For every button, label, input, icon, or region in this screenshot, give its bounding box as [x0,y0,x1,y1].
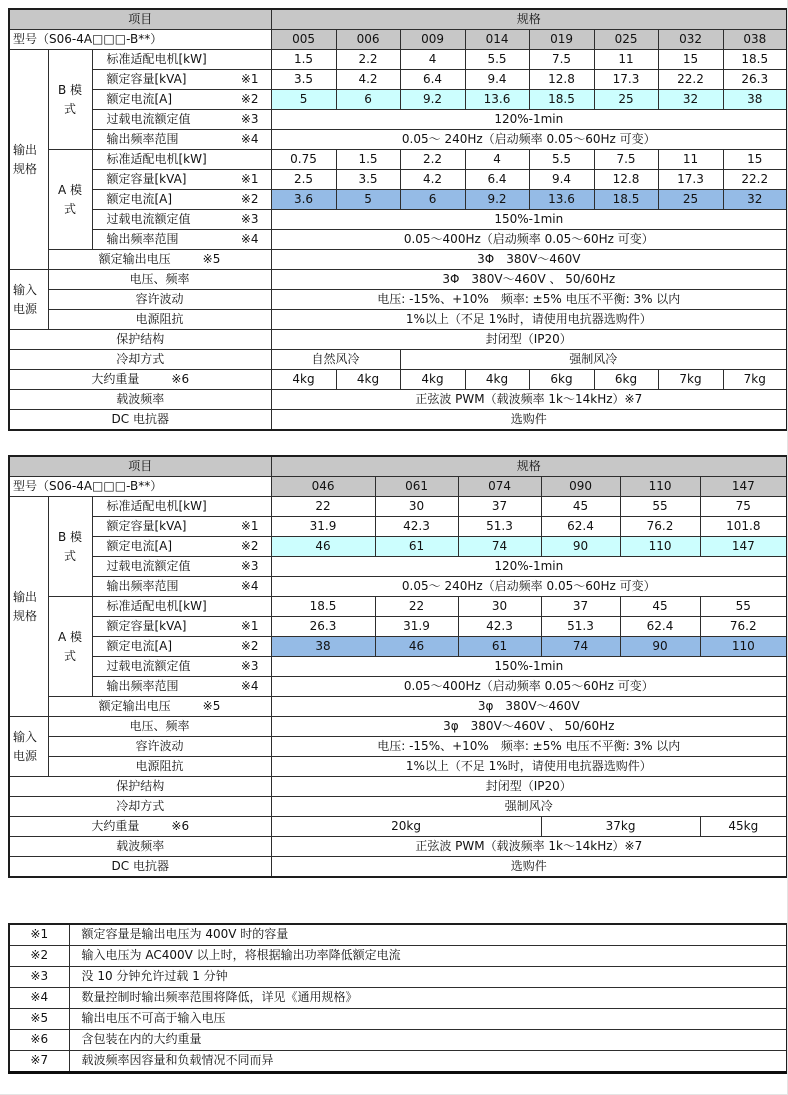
value-cell: 46 [375,637,458,657]
footnote-mark: ※6 [171,818,190,833]
footnote-mark: ※1 [240,171,259,186]
row-label-capacity [92,517,271,537]
value-cell: 6.4 [465,170,529,190]
value-cell: 30 [458,597,541,617]
model-code-cell: 090 [541,477,620,497]
value-cell: 5 [271,90,336,110]
b-motor-row [9,497,787,517]
footnote-mark: ※3 [240,558,259,573]
dc-reactor-row [9,857,787,878]
row-label-carrier: 载波频率 [9,390,271,410]
value-cell: 1%以上（不足 1%时，请使用电抗器选购件） [271,310,787,330]
row-label-motor [92,50,271,70]
row-label-text: 过载电流额定值 [106,111,191,126]
weight-row [9,370,787,390]
value-cell: 9.4 [465,70,529,90]
value-cell: 2.2 [400,150,465,170]
row-label-text: 过载电流额定值 [106,658,191,673]
value-cell: 45 [541,497,620,517]
footnote-mark: ※4 [240,131,259,146]
row-label-text: 过载电流额定值 [106,211,191,226]
row-label-dc-reactor: DC 电抗器 [9,857,271,878]
value-cell: 13.6 [529,190,594,210]
value-cell: 9.2 [465,190,529,210]
a-capacity-row [9,617,787,637]
value-cell: 7.5 [529,50,594,70]
footnote-mark: ※2 [240,191,259,206]
note-text-cell: 输出电压不可高于输入电压 [69,1009,787,1030]
row-label-carrier: 载波频率 [9,837,271,857]
value-cell: 15 [723,150,787,170]
row-label-fluctuation: 容许波动 [48,290,271,310]
value-cell: 55 [700,597,787,617]
row-label-weight [9,370,271,390]
note-row [9,967,787,988]
note-mark-cell: ※5 [9,1009,69,1030]
value-cell: 76.2 [620,517,700,537]
note-text-cell: 载波频率因容量和负载情况不同而异 [69,1051,787,1073]
note-mark-cell: ※7 [9,1051,69,1073]
weight-row [9,817,787,837]
value-cell: 3.5 [271,70,336,90]
value-cell: 电压: -15%、+10% 频率: ±5% 电压不平衡: 3% 以内 [271,737,787,757]
voltage-freq-row [9,717,787,737]
a-current-row [9,190,787,210]
note-text-cell: 含包装在内的大约重量 [69,1030,787,1051]
value-cell: 61 [375,537,458,557]
row-label-current [92,90,271,110]
row-label-freq-range [92,677,271,697]
model-row [9,477,787,497]
value-cell: 15 [658,50,723,70]
row-label-text: 额定输出电压 [98,698,171,713]
row-label-text: 输出频率范围 [106,131,179,146]
value-cell: 90 [541,537,620,557]
fluctuation-row [9,737,787,757]
mode-a-cell: A 模式 [48,597,92,697]
note-row [9,946,787,967]
value-cell: 3Φ 380V～460V [271,250,787,270]
output-spec-group-cell: 输出规格 [9,497,48,717]
value-cell: 6 [400,190,465,210]
a-freq-row [9,677,787,697]
value-cell: 62.4 [620,617,700,637]
value-cell: 38 [723,90,787,110]
value-cell: 12.8 [529,70,594,90]
model-code-cell: 014 [465,30,529,50]
value-cell: 4 [465,150,529,170]
spec-header-cell: 规格 [271,456,787,477]
a-capacity-row [9,170,787,190]
value-cell: 74 [458,537,541,557]
value-cell: 26.3 [723,70,787,90]
footnote-mark: ※2 [240,538,259,553]
row-label-text: 额定容量[kVA] [106,71,187,86]
row-label-current [92,537,271,557]
value-cell: 74 [541,637,620,657]
footnote-mark: ※3 [240,658,259,673]
row-label-freq-range [92,130,271,150]
note-row [9,1009,787,1030]
value-cell: 42.3 [375,517,458,537]
value-cell: 37kg [541,817,700,837]
value-cell: 7kg [723,370,787,390]
protection-row [9,330,787,350]
protection-row [9,777,787,797]
value-cell: 12.8 [594,170,658,190]
value-cell: 11 [594,50,658,70]
note-text-cell: 输入电压为 AC400V 以上时，将根据输出功率降低额定电流 [69,946,787,967]
value-cell: 110 [620,537,700,557]
footnote-mark: ※4 [240,578,259,593]
b-freq-row [9,577,787,597]
row-label-text: 额定容量[kVA] [106,171,187,186]
row-label-text: 输出频率范围 [106,578,179,593]
row-label-cooling: 冷却方式 [9,797,271,817]
value-cell: 封闭型（IP20） [271,777,787,797]
value-cell: 90 [620,637,700,657]
note-row [9,924,787,946]
value-cell: 22.2 [658,70,723,90]
carrier-row [9,390,787,410]
voltage-freq-row [9,270,787,290]
value-cell: 17.3 [594,70,658,90]
header-row [9,9,787,30]
value-cell: 18.5 [529,90,594,110]
value-cell: 31.9 [375,617,458,637]
row-label-motor [92,150,271,170]
b-freq-row [9,130,787,150]
value-cell: 45 [620,597,700,617]
value-cell: 4.2 [336,70,400,90]
row-label-weight [9,817,271,837]
footnote-mark: ※1 [240,71,259,86]
b-motor-row [9,50,787,70]
item-header-cell: 项目 [9,456,271,477]
row-label-capacity [92,617,271,637]
model-code-cell: 061 [375,477,458,497]
value-cell: 150%-1min [271,210,787,230]
value-cell: 22.2 [723,170,787,190]
row-label-freq-range [92,577,271,597]
model-row [9,30,787,50]
input-power-group-cell: 输入电源 [9,717,48,777]
value-cell: 75 [700,497,787,517]
model-code-cell: 074 [458,477,541,497]
row-label-protection: 保护结构 [9,330,271,350]
row-label-fluctuation: 容许波动 [48,737,271,757]
row-label-impedance: 电源阻抗 [48,310,271,330]
value-cell: 51.3 [541,617,620,637]
model-code-cell: 005 [271,30,336,50]
row-label-text: 额定电流[A] [106,638,173,653]
model-code-cell: 006 [336,30,400,50]
row-label-voltage-freq: 电压、频率 [48,717,271,737]
dc-reactor-row [9,410,787,431]
row-label-capacity [92,170,271,190]
row-label-protection: 保护结构 [9,777,271,797]
value-cell: 31.9 [271,517,375,537]
row-label-cooling: 冷却方式 [9,350,271,370]
value-cell: 3Φ 380V～460V 、 50/60Hz [271,270,787,290]
note-mark-cell: ※3 [9,967,69,988]
item-header-cell: 项目 [9,9,271,30]
row-label-overload [92,110,271,130]
value-cell: 120%-1min [271,110,787,130]
note-text-cell: 没 10 分钟允许过载 1 分钟 [69,967,787,988]
b-capacity-row [9,517,787,537]
b-current-row [9,537,787,557]
footnote-mark: ※1 [240,518,259,533]
value-cell: 11 [658,150,723,170]
value-cell: 37 [541,597,620,617]
value-cell: 38 [271,637,375,657]
value-cell: 4 [400,50,465,70]
value-cell: 2.2 [336,50,400,70]
value-cell: 6 [336,90,400,110]
row-label-text: 额定输出电压 [98,251,171,266]
row-label-freq-range [92,230,271,250]
impedance-row [9,757,787,777]
value-cell: 147 [700,537,787,557]
model-code-cell: 038 [723,30,787,50]
value-cell: 4kg [465,370,529,390]
value-cell: 32 [658,90,723,110]
row-label-overload [92,210,271,230]
spec-header-cell: 规格 [271,9,787,30]
output-spec-group-cell: 输出规格 [9,50,48,270]
footnote-mark: ※2 [240,638,259,653]
value-cell: 选购件 [271,857,787,878]
value-cell: 150%-1min [271,657,787,677]
a-freq-row [9,230,787,250]
value-cell: 17.3 [658,170,723,190]
rated-voltage-row [9,697,787,717]
value-cell: 电压: -15%、+10% 频率: ±5% 电压不平衡: 3% 以内 [271,290,787,310]
value-cell: 选购件 [271,410,787,431]
footnote-mark: ※4 [240,678,259,693]
row-label-text: 额定电流[A] [106,191,173,206]
value-cell: 61 [458,637,541,657]
value-cell: 5.5 [529,150,594,170]
row-label-motor [92,497,271,517]
note-row [9,1030,787,1051]
row-label-voltage-freq: 电压、频率 [48,270,271,290]
value-cell: 55 [620,497,700,517]
value-cell: 0.05～400Hz（启动频率 0.05～60Hz 可变） [271,677,787,697]
row-label-text: 过载电流额定值 [106,558,191,573]
value-cell: 0.05～400Hz（启动频率 0.05～60Hz 可变） [271,230,787,250]
model-label-cell: 型号（S06-4A□□□-B**） [9,30,271,50]
value-cell: 4kg [400,370,465,390]
value-cell: 0.75 [271,150,336,170]
rated-voltage-row [9,250,787,270]
model-code-cell: 032 [658,30,723,50]
value-cell: 26.3 [271,617,375,637]
model-code-cell: 147 [700,477,787,497]
value-cell: 20kg [271,817,541,837]
a-motor-row [9,150,787,170]
value-cell: 3φ 380V～460V 、 50/60Hz [271,717,787,737]
row-label-text: 输出频率范围 [106,231,179,246]
value-cell: 6kg [594,370,658,390]
value-cell: 强制风冷 [400,350,787,370]
value-cell: 封闭型（IP20） [271,330,787,350]
footnote-mark: ※2 [240,91,259,106]
footnote-mark: ※4 [240,231,259,246]
a-overload-row [9,210,787,230]
value-cell: 76.2 [700,617,787,637]
note-mark-cell: ※2 [9,946,69,967]
value-cell: 1.5 [271,50,336,70]
row-label-text: 大约重量 [91,818,140,833]
model-code-cell: 025 [594,30,658,50]
footnote-mark: ※3 [240,211,259,226]
value-cell: 120%-1min [271,557,787,577]
value-cell: 正弦波 PWM（载波频率 1k～14kHz）※7 [271,390,787,410]
value-cell: 46 [271,537,375,557]
value-cell: 25 [658,190,723,210]
value-cell: 6kg [529,370,594,390]
note-row [9,1051,787,1073]
value-cell: 7.5 [594,150,658,170]
value-cell: 9.2 [400,90,465,110]
fluctuation-row [9,290,787,310]
value-cell: 18.5 [723,50,787,70]
value-cell: 4kg [336,370,400,390]
row-label-text: 标准适配电机[kW] [106,498,207,513]
value-cell: 0.05～ 240Hz（启动频率 0.05～60Hz 可变） [271,130,787,150]
value-cell: 9.4 [529,170,594,190]
model-code-cell: 110 [620,477,700,497]
value-cell: 5.5 [465,50,529,70]
row-label-text: 输出频率范围 [106,678,179,693]
value-cell: 4.2 [400,170,465,190]
footnotes-table [8,923,788,1074]
row-label-overload [92,557,271,577]
value-cell: 25 [594,90,658,110]
value-cell: 1.5 [336,150,400,170]
value-cell: 42.3 [458,617,541,637]
value-cell: 101.8 [700,517,787,537]
value-cell: 正弦波 PWM（载波频率 1k～14kHz）※7 [271,837,787,857]
value-cell: 62.4 [541,517,620,537]
row-label-impedance: 电源阻抗 [48,757,271,777]
value-cell: 3φ 380V～460V [271,697,787,717]
header-row [9,456,787,477]
value-cell: 22 [375,597,458,617]
b-overload-row [9,110,787,130]
note-text-cell: 数量控制时输出频率范围将降低，详见《通用规格》 [69,988,787,1009]
impedance-row [9,310,787,330]
b-overload-row [9,557,787,577]
note-row [9,988,787,1009]
value-cell: 32 [723,190,787,210]
value-cell: 2.5 [271,170,336,190]
value-cell: 37 [458,497,541,517]
footnote-mark: ※5 [202,698,221,713]
value-cell: 13.6 [465,90,529,110]
value-cell: 18.5 [271,597,375,617]
value-cell: 4kg [271,370,336,390]
mode-b-cell: B 模式 [48,497,92,597]
value-cell: 7kg [658,370,723,390]
row-label-rated-out-voltage [48,250,271,270]
value-cell: 22 [271,497,375,517]
row-label-text: 标准适配电机[kW] [106,151,207,166]
row-label-text: 额定电流[A] [106,538,173,553]
cooling-row [9,350,787,370]
note-mark-cell: ※6 [9,1030,69,1051]
row-label-overload [92,657,271,677]
footnote-mark: ※1 [240,618,259,633]
footnote-mark: ※3 [240,111,259,126]
row-label-dc-reactor: DC 电抗器 [9,410,271,431]
spec-table-2 [8,455,788,878]
mode-a-cell: A 模式 [48,150,92,250]
b-current-row [9,90,787,110]
value-cell: 3.5 [336,170,400,190]
value-cell: 51.3 [458,517,541,537]
row-label-text: 额定容量[kVA] [106,618,187,633]
model-code-cell: 009 [400,30,465,50]
model-label-cell: 型号（S06-4A□□□-B**） [9,477,271,497]
note-mark-cell: ※1 [9,924,69,946]
value-cell: 1%以上（不足 1%时，请使用电抗器选购件） [271,757,787,777]
footnote-mark: ※5 [202,251,221,266]
model-code-cell: 046 [271,477,375,497]
note-mark-cell: ※4 [9,988,69,1009]
row-label-current [92,637,271,657]
value-cell: 强制风冷 [271,797,787,817]
row-label-text: 标准适配电机[kW] [106,598,207,613]
model-code-cell: 019 [529,30,594,50]
a-current-row [9,637,787,657]
row-label-current [92,190,271,210]
value-cell: 5 [336,190,400,210]
value-cell: 18.5 [594,190,658,210]
note-text-cell: 额定容量是输出电压为 400V 时的容量 [69,924,787,946]
row-label-text: 标准适配电机[kW] [106,51,207,66]
a-motor-row [9,597,787,617]
value-cell: 3.6 [271,190,336,210]
cooling-row [9,797,787,817]
row-label-text: 额定容量[kVA] [106,518,187,533]
row-label-motor [92,597,271,617]
value-cell: 0.05～ 240Hz（启动频率 0.05～60Hz 可变） [271,577,787,597]
row-label-capacity [92,70,271,90]
value-cell: 自然风冷 [271,350,400,370]
input-power-group-cell: 输入电源 [9,270,48,330]
footnote-mark: ※6 [171,371,190,386]
value-cell: 45kg [700,817,787,837]
value-cell: 6.4 [400,70,465,90]
row-label-rated-out-voltage [48,697,271,717]
mode-b-cell: B 模式 [48,50,92,150]
value-cell: 30 [375,497,458,517]
a-overload-row [9,657,787,677]
value-cell: 110 [700,637,787,657]
row-label-text: 大约重量 [91,371,140,386]
spec-table-1 [8,8,788,431]
row-label-text: 额定电流[A] [106,91,173,106]
carrier-row [9,837,787,857]
b-capacity-row [9,70,787,90]
